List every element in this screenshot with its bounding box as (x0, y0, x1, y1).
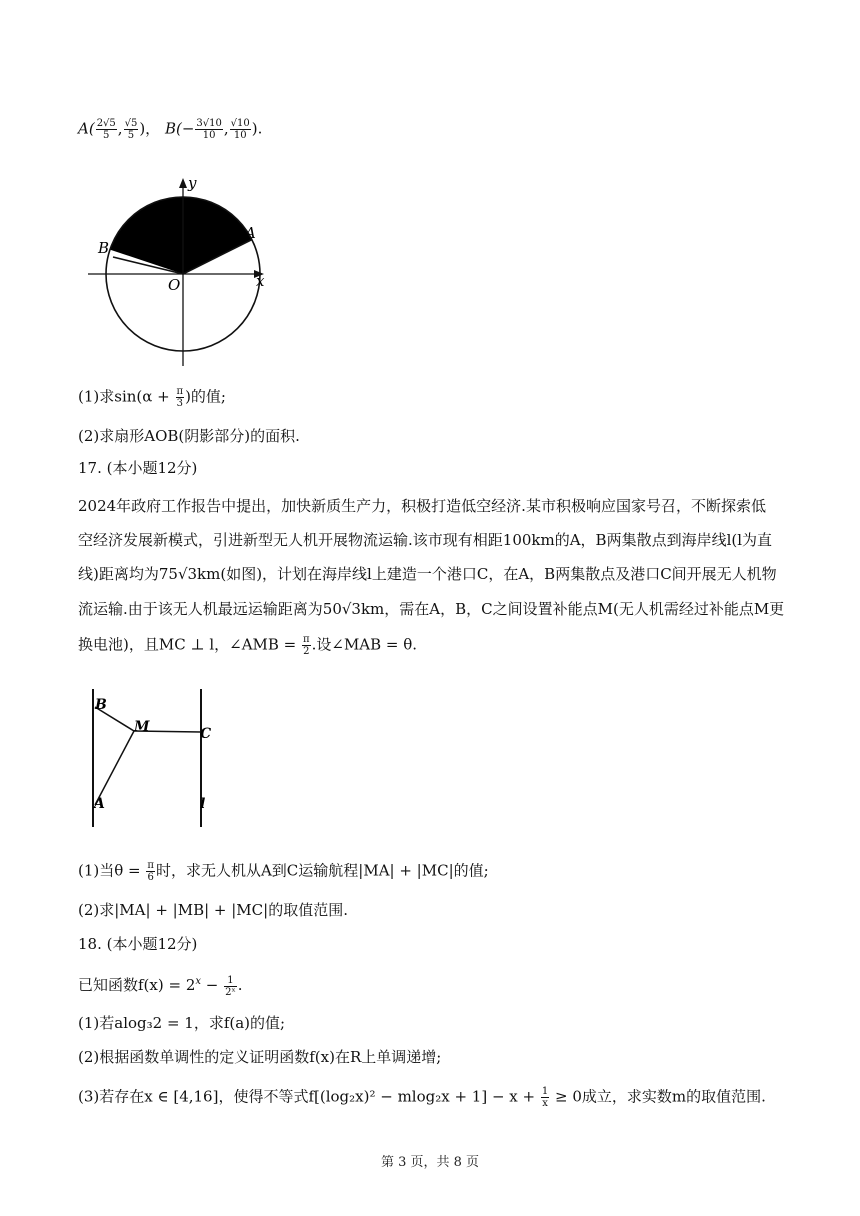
segment-am (95, 731, 134, 805)
a-y-denominator: 5 (127, 130, 135, 141)
point-a-close: )， (139, 119, 161, 138)
q17-body-line3: 线)距离均为75√3km(如图)，计划在海岸线l上建造一个港口C，在A，B两集散点及港口C间开展无人机物 (78, 565, 777, 583)
q17-body-line5 (78, 634, 417, 657)
fraction-denominator: 2ˣ (225, 986, 236, 998)
fraction-denominator: 3 (176, 398, 183, 409)
fraction-numerator: 1 (224, 975, 237, 987)
b-x-denominator: 10 (202, 130, 216, 141)
one-over-2x-fraction (224, 975, 237, 998)
pi-over-6-fraction (146, 860, 155, 883)
a-x-numerator: 2√5 (96, 118, 116, 129)
q18-given (78, 972, 243, 998)
pi-over-2-fraction (302, 634, 311, 657)
a-x-fraction (96, 118, 117, 141)
q17-part1 (78, 860, 489, 883)
b-y-fraction (230, 118, 251, 141)
label-c: C (200, 726, 212, 742)
one-over-x-fraction (541, 1086, 549, 1109)
shaded-sector (110, 197, 252, 274)
q18-given-start: 已知函数f(x) = 2 (78, 976, 196, 994)
fraction-denominator: 2 (303, 646, 310, 657)
y-axis-arrow (179, 178, 187, 188)
q18-part3 (78, 1086, 766, 1109)
q18-part1: (1)若alog₃2 = 1，求f(a)的值; (78, 1014, 286, 1032)
q16-part1 (78, 386, 226, 409)
q17-header: 17. (本小题12分) (78, 459, 198, 477)
label-a: A (94, 796, 105, 812)
coastline-figure (84, 685, 234, 830)
b-y-numerator: √10 (230, 118, 250, 129)
comma: , (117, 119, 123, 138)
label-a: A (245, 224, 256, 242)
point-b-close: ). (251, 119, 263, 138)
label-x: x (256, 272, 265, 290)
minus: − (201, 976, 224, 994)
points-coordinates (78, 118, 262, 141)
q17-body-line1: 2024年政府工作报告中提出，加快新质生产力，积极打造低空经济.某市积极响应国家号召，不断探索低 (78, 497, 766, 515)
label-m: M (134, 719, 150, 735)
a-y-numerator: √5 (124, 118, 138, 129)
unit-circle-figure (88, 170, 288, 370)
point-b-prefix: B(− (164, 119, 195, 138)
fraction-denominator: x (542, 1098, 548, 1109)
label-o: O (168, 276, 181, 294)
a-x-denominator: 5 (103, 130, 110, 141)
fraction-denominator: 6 (147, 872, 154, 883)
b-x-fraction (195, 118, 222, 141)
label-y: y (188, 174, 197, 192)
q18-part3-start: (3)若存在x ∈ [4,16]，使得不等式f[(log₂x)² − mlog₂x + 1] − x + (78, 1087, 540, 1106)
fraction-numerator: π (303, 634, 310, 645)
q17-part1-start: (1)当θ = (78, 861, 146, 880)
exponent: x (195, 976, 202, 987)
fraction-numerator: 1 (541, 1086, 549, 1097)
pi-over-3-fraction (176, 386, 185, 409)
q17-line5-start: 换电池)，且MC ⊥ l，∠AMB = (78, 635, 302, 654)
b-y-denominator: 10 (233, 130, 247, 141)
fraction-numerator: π (147, 860, 154, 871)
point-a-prefix: A( (78, 119, 95, 138)
q17-body-line4: 流运输.由于该无人机最远运输距离为50√3km，需在A，B，C之间设置补能点M(无人机需经过补能点M更 (78, 600, 785, 618)
label-b: B (98, 239, 110, 257)
fraction-numerator: π (176, 386, 184, 397)
q17-line5-end: .设∠MAB = θ. (311, 635, 418, 654)
q16-part1-text: (1)求sin(α + (78, 387, 175, 406)
period: . (237, 976, 243, 994)
label-l: l (200, 796, 206, 812)
q17-part2: (2)求|MA| + |MB| + |MC|的取值范围. (78, 901, 348, 919)
q18-part2: (2)根据函数单调性的定义证明函数f(x)在R上单调递增; (78, 1048, 442, 1066)
b-x-numerator: 3√10 (196, 118, 222, 129)
q16-part1-end: )的值; (185, 387, 226, 406)
q17-part1-end: 时，求无人机从A到C运输航程|MA| + |MC|的值; (155, 861, 489, 880)
q18-part3-end: ≥ 0成立，求实数m的取值范围. (550, 1087, 766, 1106)
q16-part2: (2)求扇形AOB(阴影部分)的面积. (78, 427, 300, 445)
a-y-fraction (124, 118, 139, 141)
label-b: B (95, 697, 107, 713)
page-footer: 第 3 页，共 8 页 (380, 1155, 480, 1170)
q17-body-line2: 空经济发展新模式，引进新型无人机开展物流运输.该市现有相距100km的A，B两集散点到海岸线l(l为直 (78, 531, 773, 549)
comma: , (223, 119, 229, 138)
q18-header: 18. (本小题12分) (78, 935, 198, 953)
